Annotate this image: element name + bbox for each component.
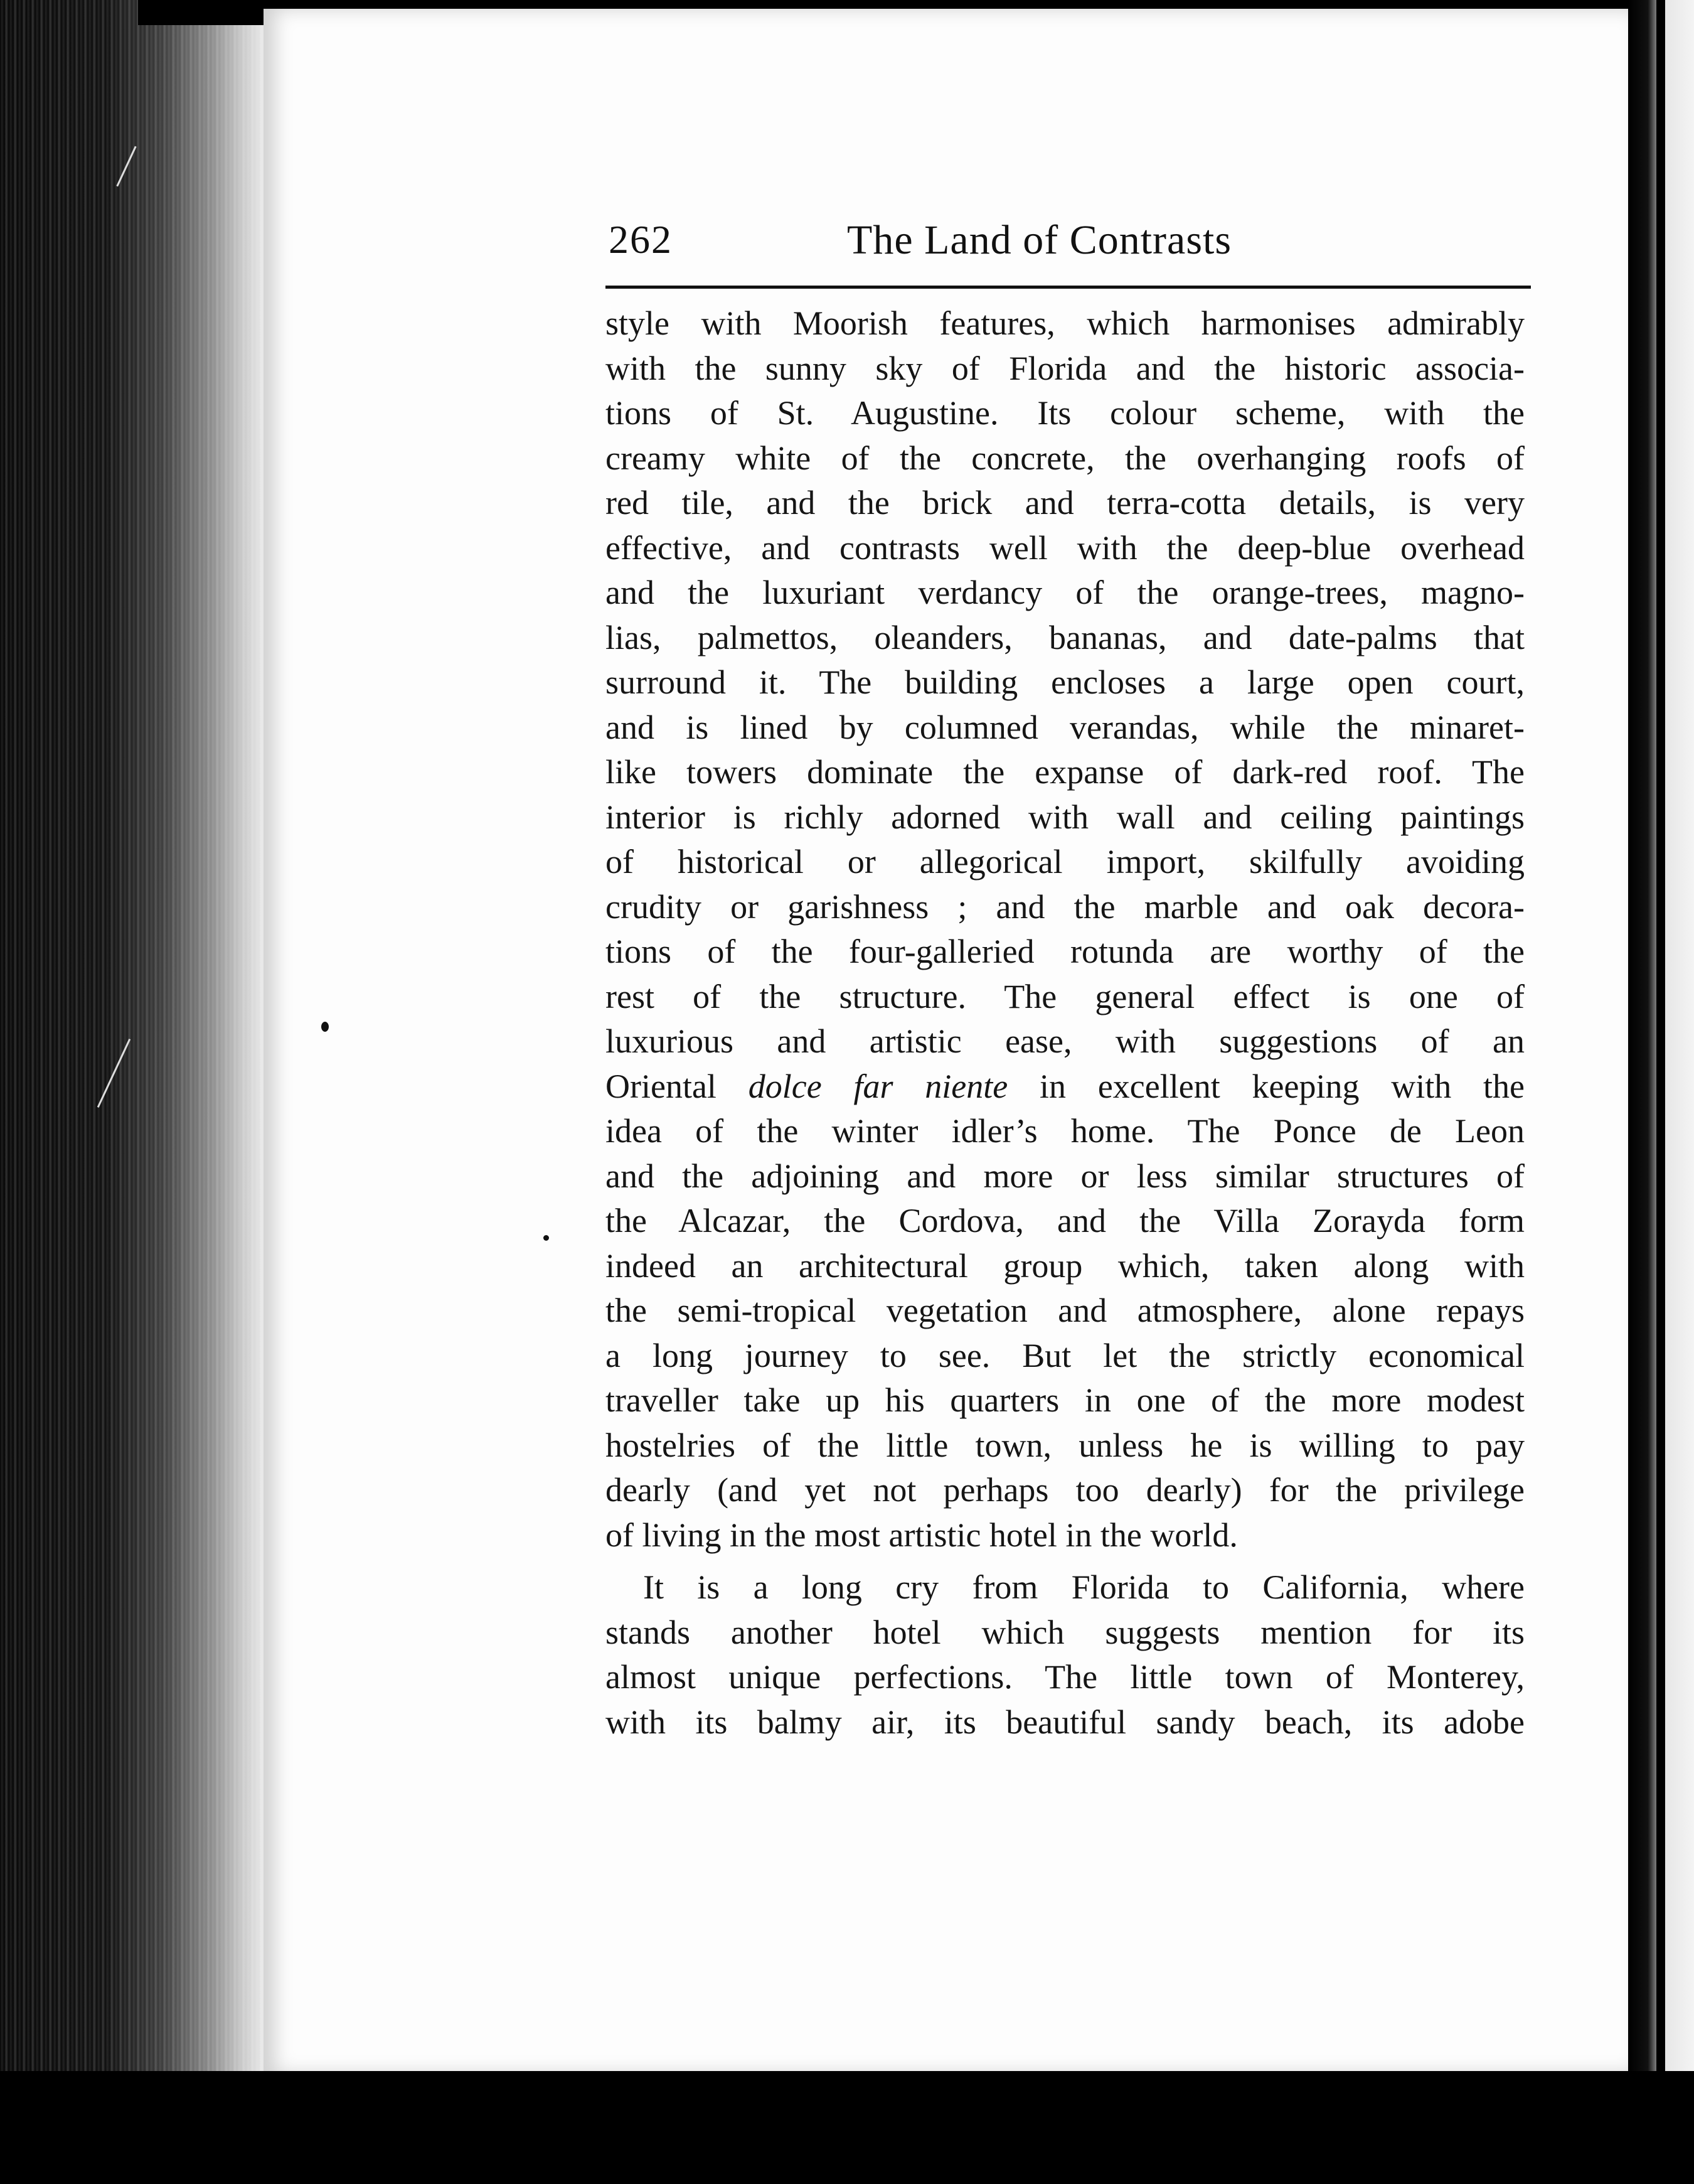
text-line: interior is richly adorned with wall and ceiling paintings [605, 798, 1525, 836]
header-rule [605, 286, 1531, 289]
text-line: a long journey to see. But let the strictly economical [605, 1336, 1525, 1374]
text-line: of living in the most artistic hotel in the world. [605, 1516, 1238, 1554]
text-line-with-italic [605, 1064, 1525, 1110]
ink-speck [543, 1235, 549, 1241]
text-line: surround it. The building encloses a large open court, [605, 663, 1525, 701]
text-line: the semi-tropical vegetation and atmosphere, alone repays [605, 1292, 1525, 1329]
scan-bottom-border [0, 2071, 1694, 2184]
italic-phrase: dolce far niente [748, 1067, 1008, 1105]
paragraph [605, 301, 1525, 1558]
text-run: Oriental [605, 1067, 716, 1105]
text-line: effective, and contrasts well with the deep-blue overhead [605, 528, 1525, 567]
ink-speck [321, 1022, 329, 1032]
text-line: red tile, and the brick and terra-cotta details, is very [605, 484, 1525, 522]
text-line: lias, palmettos, oleanders, bananas, and date-palms that [605, 618, 1525, 656]
text-line: with its balmy air, its beautiful sandy beach, its adobe [605, 1703, 1525, 1741]
text-run: in excellent keeping with the [1040, 1067, 1525, 1105]
text-line: hostelries of the little town, unless he is willing to pay [605, 1426, 1525, 1464]
text-line: dearly (and yet not perhaps too dearly) for the privilege [605, 1471, 1525, 1509]
text-line: almost unique perfections. The little town of Monterey, [605, 1658, 1525, 1696]
text-line: tions of the four-galleried rotunda are worthy of the [605, 933, 1525, 970]
text-line: with the sunny sky of Florida and the historic associa- [605, 349, 1525, 387]
text-line: traveller take up his quarters in one of the more modest [605, 1381, 1525, 1419]
text-line: rest of the structure. The general effect is one of [605, 977, 1525, 1015]
gutter-shadow [1656, 0, 1665, 2090]
text-line: stands another hotel which suggests mention for its [605, 1613, 1525, 1651]
book-page-stack-edge [0, 0, 264, 2184]
paragraph [605, 1565, 1525, 1745]
text-line: tions of St. Augustine. Its colour scheme, with the [605, 394, 1525, 432]
text-line: of historical or allegorical import, skilfully avoiding [605, 843, 1525, 881]
text-line: style with Moorish features, which harmonises admirably [605, 304, 1525, 342]
text-line: creamy white of the concrete, the overhanging roofs of [605, 439, 1525, 477]
text-line: It is a long cry from Florida to California, where [643, 1568, 1525, 1606]
text-line: luxurious and artistic ease, with suggestions of an [605, 1022, 1525, 1060]
text-line: the Alcazar, the Cordova, and the Villa Zorayda form [605, 1202, 1525, 1239]
paragraph-gap [605, 1558, 1525, 1565]
page-number: 262 [609, 217, 673, 262]
text-line: idea of the winter idler’s home. The Ponce de Leon [605, 1112, 1525, 1150]
text-line: and the adjoining and more or less similar structures of [605, 1157, 1525, 1195]
text-line: and the luxuriant verdancy of the orange-trees, magno- [605, 574, 1525, 611]
text-line: crudity or garishness ; and the marble and oak decora- [605, 887, 1525, 926]
running-title: The Land of Contrasts [847, 217, 1232, 263]
body-text [605, 301, 1525, 1745]
text-line: and is lined by columned verandas, while the minaret- [605, 708, 1525, 746]
text-line: like towers dominate the expanse of dark-red roof. The [605, 753, 1525, 791]
running-header [609, 217, 1531, 286]
text-line: indeed an architectural group which, taken along with [605, 1246, 1525, 1285]
